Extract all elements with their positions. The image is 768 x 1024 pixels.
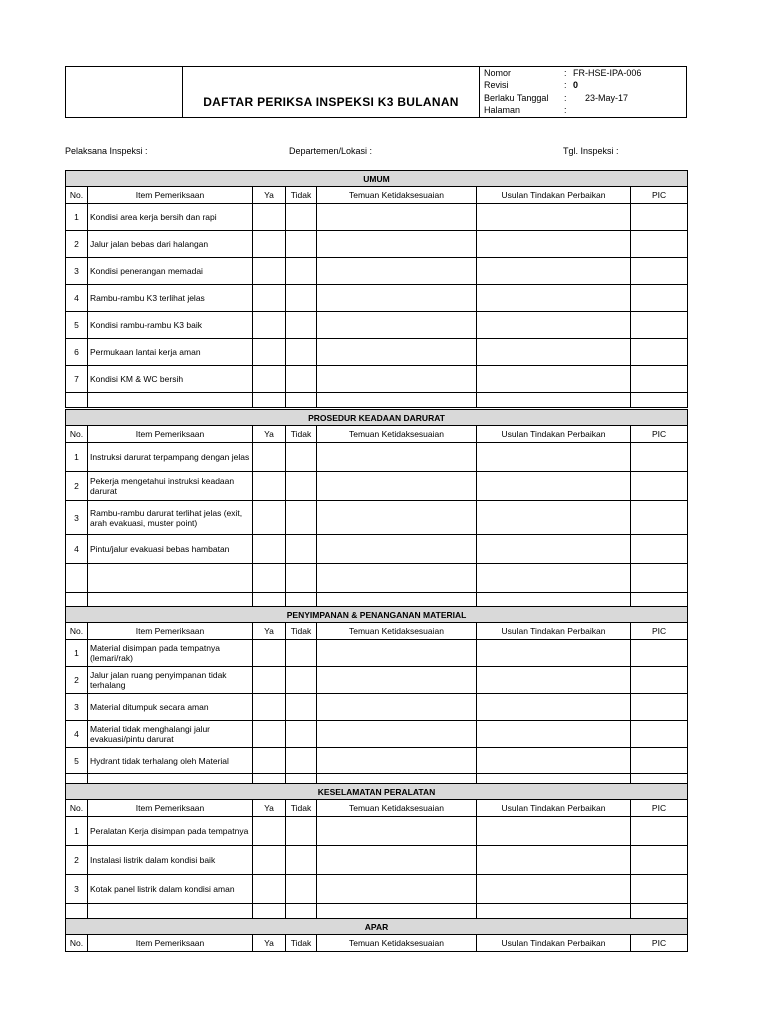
column-header: No. (66, 935, 88, 952)
temuan-cell[interactable] (317, 339, 477, 366)
pic-cell[interactable] (631, 231, 688, 258)
column-header: PIC (631, 187, 688, 204)
item-number: 2 (66, 846, 88, 875)
column-header: Item Pemeriksaan (88, 623, 253, 640)
ya-cell[interactable] (253, 443, 286, 472)
usulan-cell[interactable] (477, 204, 631, 231)
ya-cell[interactable] (253, 339, 286, 366)
ya-cell[interactable] (253, 748, 286, 774)
checklist-row (66, 640, 688, 667)
departemen-label: Departemen/Lokasi : (289, 146, 373, 156)
pic-cell[interactable] (631, 472, 688, 501)
meta-colon: : (564, 68, 567, 78)
item-number: 2 (66, 231, 88, 258)
ya-cell[interactable] (253, 564, 286, 593)
column-header: Item Pemeriksaan (88, 935, 253, 952)
tidak-cell[interactable] (286, 339, 317, 366)
pic-cell[interactable] (631, 748, 688, 774)
temuan-cell[interactable] (317, 366, 477, 393)
temuan-cell[interactable] (317, 667, 477, 694)
ya-cell[interactable] (253, 667, 286, 694)
item-text: Permukaan lantai kerja aman (88, 339, 253, 366)
meta-value: FR-HSE-IPA-006 (573, 68, 642, 78)
ya-cell[interactable] (253, 204, 286, 231)
column-header: No. (66, 623, 88, 640)
tidak-cell[interactable] (286, 285, 317, 312)
ya-cell[interactable] (253, 640, 286, 667)
checklist-row (66, 443, 688, 472)
checklist-row (66, 535, 688, 564)
item-number: 3 (66, 875, 88, 904)
section-table (65, 783, 688, 920)
column-header-row (66, 935, 688, 952)
pic-cell[interactable] (631, 258, 688, 285)
form-header (65, 66, 687, 118)
temuan-cell[interactable] (317, 564, 477, 593)
item-text (88, 393, 253, 408)
temuan-cell[interactable] (317, 721, 477, 748)
temuan-cell[interactable] (317, 535, 477, 564)
usulan-cell[interactable] (477, 312, 631, 339)
temuan-cell[interactable] (317, 640, 477, 667)
item-number (66, 564, 88, 593)
temuan-cell[interactable] (317, 285, 477, 312)
column-header: Item Pemeriksaan (88, 800, 253, 817)
document-title: DAFTAR PERIKSA INSPEKSI K3 BULANAN (203, 95, 459, 109)
blank-row (66, 564, 688, 593)
usulan-cell[interactable] (477, 694, 631, 721)
meta-colon: : (564, 105, 567, 115)
pic-cell[interactable] (631, 846, 688, 875)
usulan-cell[interactable] (477, 472, 631, 501)
pic-cell[interactable] (631, 443, 688, 472)
usulan-cell[interactable] (477, 875, 631, 904)
column-header-row (66, 800, 688, 817)
tidak-cell[interactable] (286, 393, 317, 408)
usulan-cell[interactable] (477, 285, 631, 312)
section-title: UMUM (66, 171, 688, 187)
meta-colon: : (564, 80, 567, 90)
ya-cell[interactable] (253, 231, 286, 258)
title-box (183, 67, 480, 117)
temuan-cell[interactable] (317, 443, 477, 472)
section-title: KESELAMATAN PERALATAN (66, 784, 688, 800)
meta-label: Revisi (484, 80, 509, 90)
item-number: 5 (66, 748, 88, 774)
meta-label: Halaman (484, 105, 521, 115)
checklist-row (66, 875, 688, 904)
column-header: Tidak (286, 426, 317, 443)
checklist-row (66, 501, 688, 535)
pic-cell[interactable] (631, 721, 688, 748)
meta-revisi (481, 79, 687, 92)
item-number: 3 (66, 694, 88, 721)
ya-cell[interactable] (253, 817, 286, 846)
section-title: PENYIMPANAN & PENANGANAN MATERIAL (66, 607, 688, 623)
checklist-row (66, 694, 688, 721)
checklist-row (66, 721, 688, 748)
item-text: Jalur jalan bebas dari halangan (88, 231, 253, 258)
ya-cell[interactable] (253, 285, 286, 312)
item-number: 1 (66, 817, 88, 846)
section-title-row (66, 171, 688, 187)
pic-cell[interactable] (631, 817, 688, 846)
usulan-cell[interactable] (477, 258, 631, 285)
checklist-row (66, 817, 688, 846)
item-number: 5 (66, 312, 88, 339)
pic-cell[interactable] (631, 393, 688, 408)
tidak-cell[interactable] (286, 875, 317, 904)
item-number: 3 (66, 501, 88, 535)
item-number: 1 (66, 443, 88, 472)
tidak-cell[interactable] (286, 694, 317, 721)
pic-cell[interactable] (631, 366, 688, 393)
item-text: Peralatan Kerja disimpan pada tempatnya (88, 817, 253, 846)
item-text: Material disimpan pada tempatnya (lemari/rak) (88, 640, 253, 667)
usulan-cell[interactable] (477, 231, 631, 258)
item-number: 3 (66, 258, 88, 285)
usulan-cell[interactable] (477, 393, 631, 408)
section-table (65, 409, 688, 607)
pic-cell[interactable] (631, 312, 688, 339)
ya-cell[interactable] (253, 472, 286, 501)
column-header: Temuan Ketidaksesuaian (317, 426, 477, 443)
item-text: Kondisi penerangan memadai (88, 258, 253, 285)
temuan-cell[interactable] (317, 501, 477, 535)
item-text: Kondisi KM & WC bersih (88, 366, 253, 393)
temuan-cell[interactable] (317, 312, 477, 339)
tidak-cell[interactable] (286, 472, 317, 501)
usulan-cell[interactable] (477, 667, 631, 694)
meta-halaman (481, 104, 687, 117)
column-header: Temuan Ketidaksesuaian (317, 187, 477, 204)
column-header: Usulan Tindakan Perbaikan (477, 800, 631, 817)
item-number: 1 (66, 204, 88, 231)
section-title: APAR (66, 919, 688, 935)
column-header-row (66, 623, 688, 640)
column-header: PIC (631, 426, 688, 443)
section-title-row (66, 607, 688, 623)
column-header: PIC (631, 800, 688, 817)
item-text: Kondisi rambu-rambu K3 baik (88, 312, 253, 339)
pic-cell[interactable] (631, 564, 688, 593)
usulan-cell[interactable] (477, 721, 631, 748)
tidak-cell[interactable] (286, 204, 317, 231)
temuan-cell[interactable] (317, 875, 477, 904)
usulan-cell[interactable] (477, 366, 631, 393)
ya-cell[interactable] (253, 721, 286, 748)
temuan-cell[interactable] (317, 748, 477, 774)
item-text (88, 593, 253, 607)
pic-cell[interactable] (631, 667, 688, 694)
item-text: Rambu-rambu darurat terlihat jelas (exit, arah evakuasi, muster point) (88, 501, 253, 535)
item-text (88, 564, 253, 593)
item-text: Rambu-rambu K3 terlihat jelas (88, 285, 253, 312)
section-title-row (66, 410, 688, 426)
checklist-row (66, 339, 688, 366)
usulan-cell[interactable] (477, 846, 631, 875)
meta-colon: : (564, 93, 567, 103)
meta-label: Berlaku Tanggal (484, 93, 549, 103)
tidak-cell[interactable] (286, 748, 317, 774)
item-text: Hydrant tidak terhalang oleh Material (88, 748, 253, 774)
blank-row (66, 593, 688, 607)
pic-cell[interactable] (631, 694, 688, 721)
item-number: 4 (66, 285, 88, 312)
pic-cell[interactable] (631, 535, 688, 564)
temuan-cell[interactable] (317, 472, 477, 501)
logo-box (66, 67, 183, 117)
column-header: Usulan Tindakan Perbaikan (477, 187, 631, 204)
usulan-cell[interactable] (477, 564, 631, 593)
item-text: Instalasi listrik dalam kondisi baik (88, 846, 253, 875)
checklist-row (66, 258, 688, 285)
tidak-cell[interactable] (286, 231, 317, 258)
pic-cell[interactable] (631, 640, 688, 667)
meta-value: 23-May-17 (585, 93, 629, 103)
section-table (65, 170, 688, 408)
item-text: Pekerja mengetahui instruksi keadaan darurat (88, 472, 253, 501)
section-title-row (66, 919, 688, 935)
column-header: Tidak (286, 187, 317, 204)
column-header: Tidak (286, 623, 317, 640)
column-header-row (66, 187, 688, 204)
column-header-row (66, 426, 688, 443)
tanggal-label: Tgl. Inspeksi : (563, 146, 619, 156)
checklist-row (66, 285, 688, 312)
usulan-cell[interactable] (477, 593, 631, 607)
ya-cell[interactable] (253, 366, 286, 393)
column-header: Ya (253, 935, 286, 952)
pic-cell[interactable] (631, 339, 688, 366)
checklist-row (66, 366, 688, 393)
pelaksana-label: Pelaksana Inspeksi : (65, 146, 148, 156)
usulan-cell[interactable] (477, 443, 631, 472)
temuan-cell[interactable] (317, 817, 477, 846)
temuan-cell[interactable] (317, 846, 477, 875)
checklist-row (66, 472, 688, 501)
section-table (65, 606, 688, 787)
usulan-cell[interactable] (477, 817, 631, 846)
tidak-cell[interactable] (286, 443, 317, 472)
item-text: Pintu/jalur evakuasi bebas hambatan (88, 535, 253, 564)
column-header: No. (66, 187, 88, 204)
pic-cell[interactable] (631, 204, 688, 231)
item-text: Material tidak menghalangi jalur evakuasi/pintu darurat (88, 721, 253, 748)
checklist-row (66, 748, 688, 774)
tidak-cell[interactable] (286, 258, 317, 285)
column-header: PIC (631, 623, 688, 640)
column-header: Temuan Ketidaksesuaian (317, 935, 477, 952)
column-header: Tidak (286, 935, 317, 952)
section-title: PROSEDUR KEADAAN DARURAT (66, 410, 688, 426)
blank-row (66, 393, 688, 408)
tidak-cell[interactable] (286, 846, 317, 875)
checklist-row (66, 312, 688, 339)
ya-cell[interactable] (253, 593, 286, 607)
column-header: Temuan Ketidaksesuaian (317, 623, 477, 640)
tidak-cell[interactable] (286, 564, 317, 593)
item-text: Material ditumpuk secara aman (88, 694, 253, 721)
column-header: Usulan Tindakan Perbaikan (477, 935, 631, 952)
tidak-cell[interactable] (286, 593, 317, 607)
checklist-row (66, 846, 688, 875)
tidak-cell[interactable] (286, 817, 317, 846)
item-number: 7 (66, 366, 88, 393)
usulan-cell[interactable] (477, 535, 631, 564)
ya-cell[interactable] (253, 875, 286, 904)
pic-cell[interactable] (631, 593, 688, 607)
item-number: 2 (66, 472, 88, 501)
column-header: Ya (253, 426, 286, 443)
temuan-cell[interactable] (317, 593, 477, 607)
item-number: 2 (66, 667, 88, 694)
item-number: 4 (66, 535, 88, 564)
ya-cell[interactable] (253, 393, 286, 408)
tidak-cell[interactable] (286, 721, 317, 748)
column-header: Item Pemeriksaan (88, 187, 253, 204)
column-header: Usulan Tindakan Perbaikan (477, 623, 631, 640)
ya-cell[interactable] (253, 501, 286, 535)
ya-cell[interactable] (253, 535, 286, 564)
item-number (66, 393, 88, 408)
tidak-cell[interactable] (286, 501, 317, 535)
ya-cell[interactable] (253, 258, 286, 285)
meta-value: 0 (573, 80, 579, 90)
column-header: Ya (253, 800, 286, 817)
section-title-row (66, 784, 688, 800)
pic-cell[interactable] (631, 875, 688, 904)
tidak-cell[interactable] (286, 667, 317, 694)
column-header: No. (66, 426, 88, 443)
tidak-cell[interactable] (286, 312, 317, 339)
document-meta (481, 67, 687, 117)
pic-cell[interactable] (631, 285, 688, 312)
ya-cell[interactable] (253, 846, 286, 875)
temuan-cell[interactable] (317, 393, 477, 408)
temuan-cell[interactable] (317, 204, 477, 231)
column-header: Item Pemeriksaan (88, 426, 253, 443)
column-header: No. (66, 800, 88, 817)
item-text: Instruksi darurat terpampang dengan jelas (88, 443, 253, 472)
temuan-cell[interactable] (317, 231, 477, 258)
column-header: Ya (253, 623, 286, 640)
temuan-cell[interactable] (317, 694, 477, 721)
item-number: 4 (66, 721, 88, 748)
ya-cell[interactable] (253, 312, 286, 339)
section-table (65, 918, 688, 952)
item-text: Kondisi area kerja bersih dan rapi (88, 204, 253, 231)
usulan-cell[interactable] (477, 640, 631, 667)
meta-label: Nomor (484, 68, 512, 78)
item-number: 1 (66, 640, 88, 667)
checklist-row (66, 204, 688, 231)
tidak-cell[interactable] (286, 535, 317, 564)
pic-cell[interactable] (631, 501, 688, 535)
column-header: Tidak (286, 800, 317, 817)
item-number: 6 (66, 339, 88, 366)
ya-cell[interactable] (253, 694, 286, 721)
checklist-row (66, 231, 688, 258)
column-header: Temuan Ketidaksesuaian (317, 800, 477, 817)
tidak-cell[interactable] (286, 640, 317, 667)
column-header: PIC (631, 935, 688, 952)
temuan-cell[interactable] (317, 258, 477, 285)
usulan-cell[interactable] (477, 339, 631, 366)
column-header: Usulan Tindakan Perbaikan (477, 426, 631, 443)
column-header: Ya (253, 187, 286, 204)
usulan-cell[interactable] (477, 501, 631, 535)
tidak-cell[interactable] (286, 366, 317, 393)
item-number (66, 593, 88, 607)
item-text: Jalur jalan ruang penyimpanan tidak terhalang (88, 667, 253, 694)
item-text: Kotak panel listrik dalam kondisi aman (88, 875, 253, 904)
usulan-cell[interactable] (477, 748, 631, 774)
checklist-row (66, 667, 688, 694)
